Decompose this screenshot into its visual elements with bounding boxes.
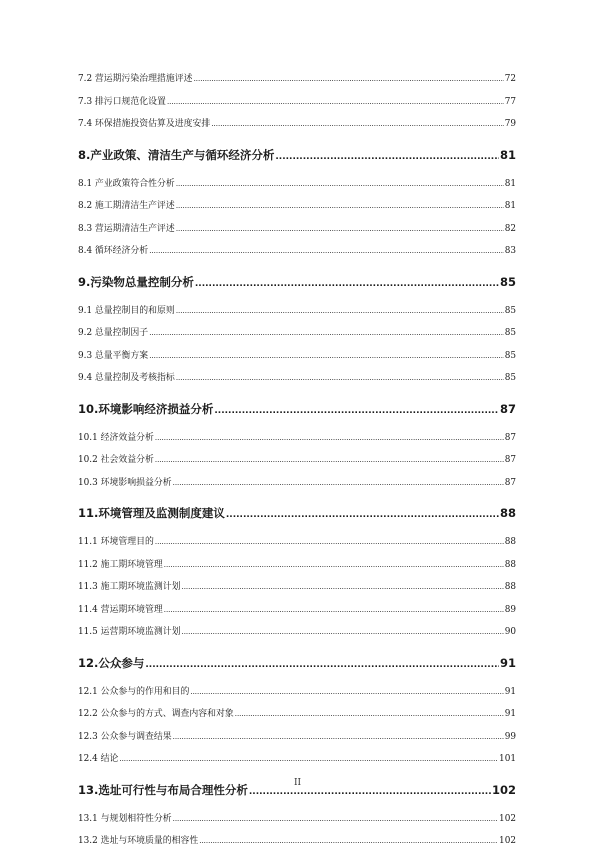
dot-leader [211, 113, 503, 136]
dot-leader [194, 68, 504, 91]
toc-section-entry[interactable] [78, 599, 516, 622]
dot-leader [235, 703, 504, 726]
dot-leader [190, 681, 503, 704]
dot-leader [155, 449, 504, 472]
toc-entry-title: 8.3 营运期清洁生产评述 [78, 223, 175, 234]
toc-entry-page: 87 [504, 455, 516, 465]
toc-chapter-entry[interactable] [78, 501, 516, 526]
toc-entry-title: 8.1 产业政策符合性分析 [78, 178, 175, 189]
toc-section-entry[interactable] [78, 173, 516, 196]
toc-entry-page: 87 [504, 432, 516, 443]
toc-section-entry[interactable] [78, 218, 516, 241]
toc-entry-title: 7.3 排污口规范化设置 [78, 96, 166, 107]
toc-entry-page: 88 [504, 537, 516, 547]
toc-entry-title: 12.公众参与 [78, 655, 145, 670]
toc-entry-page: 85 [504, 328, 516, 338]
dot-leader [173, 808, 498, 831]
toc-entry-title: 11.环境管理及监测制度建议 [78, 506, 225, 520]
toc-entry-title: 7.4 环保措施投资估算及进度安排 [78, 119, 211, 129]
dot-leader [176, 195, 504, 218]
toc-entry-page: 77 [504, 96, 516, 107]
toc-entry-title: 12.1 公众参与的作用和目的 [78, 686, 190, 697]
dot-leader [181, 576, 503, 599]
toc-entry-page: 81 [504, 178, 516, 189]
toc-entry-title: 9.2 总量控制因子 [78, 328, 149, 338]
toc-entry-page: 83 [504, 246, 516, 256]
dot-leader [214, 399, 499, 424]
toc-entry-page: 102 [491, 782, 516, 797]
toc-chapter-entry[interactable] [78, 143, 516, 168]
toc-entry-title: 13.2 选址与环境质量的相容性 [78, 836, 199, 846]
table-of-contents [78, 68, 516, 853]
dot-leader [155, 427, 504, 450]
toc-chapter-entry[interactable] [78, 270, 516, 295]
toc-entry-title: 13.1 与规划相符性分析 [78, 813, 172, 824]
toc-entry-page: 72 [504, 74, 516, 84]
dot-leader [176, 300, 504, 323]
toc-entry-title: 12.4 结论 [78, 754, 119, 764]
toc-section-entry[interactable] [78, 345, 516, 368]
toc-entry-page: 85 [504, 350, 516, 361]
toc-entry-page: 79 [504, 119, 516, 129]
toc-entry-title: 10.1 经济效益分析 [78, 432, 154, 443]
toc-entry-page: 91 [499, 655, 516, 670]
toc-entry-title: 12.2 公众参与的方式、调查内容和对象 [78, 709, 234, 719]
dot-leader [173, 472, 504, 495]
toc-entry-title: 9.3 总量平衡方案 [78, 350, 149, 361]
toc-entry-title: 9.1 总量控制目的和原则 [78, 305, 175, 316]
dot-leader [226, 503, 499, 528]
toc-entry-title: 11.5 运营期环境监测计划 [78, 627, 181, 637]
toc-section-entry[interactable] [78, 830, 516, 853]
toc-entry-page: 89 [504, 604, 516, 615]
toc-entry-title: 9.4 总量控制及考核指标 [78, 373, 175, 383]
toc-section-entry[interactable] [78, 300, 516, 323]
toc-section-entry[interactable] [78, 621, 516, 644]
dot-leader [164, 554, 504, 577]
toc-section-entry[interactable] [78, 195, 516, 218]
toc-entry-page: 99 [504, 731, 516, 742]
dot-leader [181, 621, 503, 644]
toc-section-entry[interactable] [78, 531, 516, 554]
toc-entry-title: 8.4 循环经济分析 [78, 246, 149, 256]
toc-entry-title: 11.1 环境管理目的 [78, 537, 154, 547]
toc-section-entry[interactable] [78, 554, 516, 577]
toc-section-entry[interactable] [78, 322, 516, 345]
toc-entry-page: 87 [504, 477, 516, 488]
toc-entry-page: 91 [504, 709, 516, 719]
toc-entry-title: 10.环境影响经济损益分析 [78, 401, 214, 416]
dot-leader [167, 91, 504, 114]
toc-entry-page: 101 [499, 754, 516, 764]
toc-section-entry[interactable] [78, 427, 516, 450]
toc-entry-title: 8.2 施工期清洁生产评述 [78, 201, 175, 211]
dot-leader [176, 173, 504, 196]
toc-entry-page: 90 [504, 627, 516, 637]
dot-leader [149, 240, 504, 263]
dot-leader [155, 531, 504, 554]
toc-entry-title: 11.2 施工期环境管理 [78, 559, 163, 570]
toc-section-entry[interactable] [78, 449, 516, 472]
toc-entry-page: 87 [499, 401, 516, 416]
toc-entry-page: 88 [499, 506, 516, 520]
toc-entry-title: 13.选址可行性与布局合理性分析 [78, 782, 248, 797]
toc-entry-title: 12.3 公众参与调查结果 [78, 731, 172, 742]
toc-section-entry[interactable] [78, 472, 516, 495]
toc-entry-title: 7.2 营运期污染治理措施评述 [78, 74, 193, 84]
toc-section-entry[interactable] [78, 681, 516, 704]
toc-section-entry[interactable] [78, 726, 516, 749]
dot-leader [275, 145, 499, 170]
toc-entry-page: 91 [504, 686, 516, 697]
toc-entry-page: 85 [504, 305, 516, 316]
toc-section-entry[interactable] [78, 367, 516, 390]
toc-entry-page: 85 [499, 274, 516, 289]
dot-leader [119, 748, 498, 771]
toc-entry-page: 85 [504, 373, 516, 383]
toc-section-entry[interactable] [78, 703, 516, 726]
toc-entry-page: 81 [504, 201, 516, 211]
toc-section-entry[interactable] [78, 748, 516, 771]
toc-entry-page: 82 [504, 223, 516, 234]
dot-leader [164, 599, 504, 622]
toc-entry-title: 8.产业政策、清洁生产与循环经济分析 [78, 147, 275, 162]
toc-entry-page: 81 [499, 147, 516, 162]
toc-entry-page: 88 [504, 559, 516, 570]
toc-section-entry[interactable] [78, 91, 516, 114]
toc-section-entry[interactable] [78, 240, 516, 263]
toc-section-entry[interactable] [78, 576, 516, 599]
dot-leader [176, 218, 504, 241]
toc-entry-page: 102 [499, 836, 516, 846]
toc-chapter-entry[interactable] [78, 397, 516, 422]
dot-leader [199, 830, 498, 853]
dot-leader [149, 322, 504, 345]
toc-entry-title: 11.3 施工期环境监测计划 [78, 582, 181, 592]
toc-entry-title: 11.4 营运期环境管理 [78, 604, 163, 615]
dot-leader [176, 367, 504, 390]
toc-section-entry[interactable] [78, 808, 516, 831]
toc-chapter-entry[interactable] [78, 651, 516, 676]
dot-leader [145, 653, 499, 678]
toc-entry-title: 9.污染物总量控制分析 [78, 274, 194, 289]
dot-leader [195, 272, 499, 297]
toc-section-entry[interactable] [78, 113, 516, 136]
toc-entry-page: 102 [499, 813, 516, 824]
toc-section-entry[interactable] [78, 68, 516, 91]
toc-entry-title: 10.2 社会效益分析 [78, 455, 154, 465]
dot-leader [149, 345, 504, 368]
dot-leader [173, 726, 504, 749]
page-number: II [293, 778, 302, 788]
toc-entry-title: 10.3 环境影响损益分析 [78, 477, 172, 488]
toc-entry-page: 88 [504, 582, 516, 592]
